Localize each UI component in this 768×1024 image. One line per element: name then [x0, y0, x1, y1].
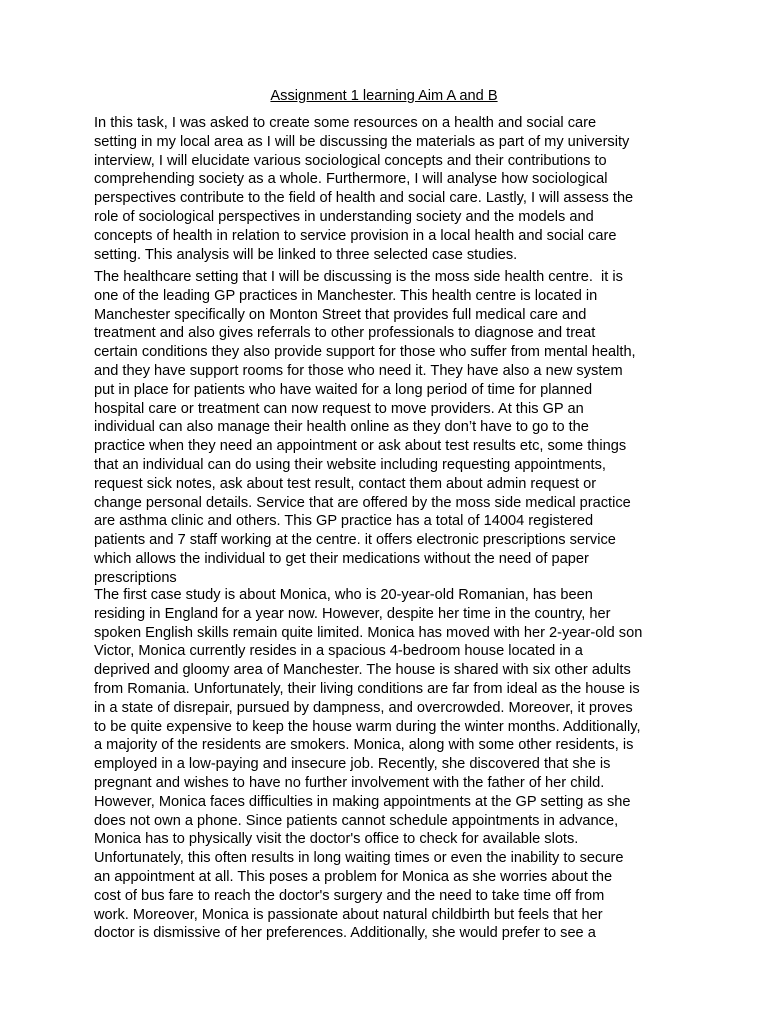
paragraph-line: treatment and also gives referrals to other professionals to diagnose and treat: [94, 325, 596, 342]
paragraph-line: cost of bus fare to reach the doctor's surgery and the need to take time off from: [94, 887, 605, 904]
paragraph-line: change personal details. Service that are offered by the moss side medical practice: [94, 494, 631, 511]
paragraph-line: spoken English skills remain quite limited. Monica has moved with her 2-year-old son: [94, 624, 643, 641]
paragraph-line: perspectives contribute to the field of health and social care. Lastly, I will assess the: [94, 190, 634, 207]
document-title: Assignment 1 learning Aim A and B: [270, 88, 498, 104]
paragraph-line: employed in a low-paying and insecure job. Recently, she discovered that she is: [94, 756, 611, 773]
paragraph-line: interview, I will elucidate various sociological concepts and their contributions to: [94, 152, 607, 169]
paragraph-line: Victor, Monica currently resides in a spacious 4-bedroom house located in a: [94, 643, 583, 660]
paragraph-line: Manchester specifically on Monton Street that provides full medical care and: [94, 306, 587, 323]
paragraph-line: put in place for patients who have waited for a long period of time for planned: [94, 381, 593, 398]
paragraph-line: doctor is dismissive of her preferences. Additionally, she would prefer to see a: [94, 925, 596, 942]
paragraph-introduction: [94, 114, 694, 264]
paragraph-line: patients and 7 staff working at the centre. it offers electronic prescriptions service: [94, 532, 616, 549]
paragraph-line: are asthma clinic and others. This GP practice has a total of 14004 registered: [94, 513, 594, 530]
paragraph-line: and they have support rooms for those who need it. They have also a new system: [94, 362, 623, 379]
paragraph-line: setting. This analysis will be linked to three selected case studies.: [94, 246, 518, 263]
paragraph-line: The first case study is about Monica, who is 20-year-old Romanian, has been: [94, 587, 593, 603]
paragraph-line: prescriptions: [94, 569, 177, 586]
paragraph-line: role of sociological perspectives in understanding society and the models and: [94, 208, 594, 225]
paragraph-line: comprehending society as a whole. Furthermore, I will analyse how sociological: [94, 171, 608, 188]
paragraph-line: certain conditions they also provide support for those who suffer from mental health,: [94, 344, 636, 361]
paragraph-line: does not own a phone. Since patients cannot schedule appointments in advance,: [94, 812, 619, 829]
paragraph-line: an appointment at all. This poses a problem for Monica as she worries about the: [94, 868, 613, 885]
paragraph-line: hospital care or treatment can now request to move providers. At this GP an: [94, 400, 584, 417]
paragraph-line: request sick notes, ask about test result, contact them about admin request or: [94, 475, 597, 492]
paragraph-line: The healthcare setting that I will be discussing is the moss side health centre. it is: [94, 269, 623, 285]
paragraph-line: In this task, I was asked to create some resources on a health and social care: [94, 115, 597, 131]
paragraph-line: one of the leading GP practices in Manchester. This health centre is located in: [94, 287, 598, 304]
paragraph-line: deprived and gloomy area of Manchester. The house is shared with six other adults: [94, 662, 631, 679]
paragraph-line: practice when they need an appointment or ask about test results etc, some things: [94, 438, 627, 455]
paragraph-line: work. Moreover, Monica is passionate about natural childbirth but feels that her: [94, 906, 603, 923]
paragraph-line: from Romania. Unfortunately, their living conditions are far from ideal as the house is: [94, 680, 640, 697]
paragraph-line: setting in my local area as I will be discussing the materials as part of my university: [94, 133, 630, 150]
paragraph-line: concepts of health in relation to service provision in a local health and social care: [94, 227, 617, 244]
paragraph-line: that an individual can do using their website including requesting appointments,: [94, 456, 606, 473]
paragraph-line: in a state of disrepair, pursued by dampness, and overcrowded. Moreover, it proves: [94, 699, 633, 716]
paragraph-line: to be quite expensive to keep the house warm during the winter months. Additionally,: [94, 718, 641, 735]
paragraph-line: Unfortunately, this often results in long waiting times or even the inability to secure: [94, 850, 624, 867]
paragraph-line: However, Monica faces difficulties in making appointments at the GP setting as she: [94, 793, 631, 810]
paragraph-line: residing in England for a year now. However, despite her time in the country, her: [94, 605, 611, 622]
paragraph-line: a majority of the residents are smokers. Monica, along with some other residents, is: [94, 737, 634, 754]
paragraph-line: Monica has to physically visit the doctor's office to check for available slots.: [94, 831, 579, 848]
paragraph-line: which allows the individual to get their medications without the need of paper: [94, 550, 589, 567]
paragraph-case-study-monica: [94, 586, 694, 943]
paragraph-line: pregnant and wishes to have no further involvement with the father of her child.: [94, 774, 605, 791]
paragraph-line: individual can also manage their health online as they don’t have to go to the: [94, 419, 589, 436]
paragraph-healthcare-setting: [94, 268, 694, 588]
